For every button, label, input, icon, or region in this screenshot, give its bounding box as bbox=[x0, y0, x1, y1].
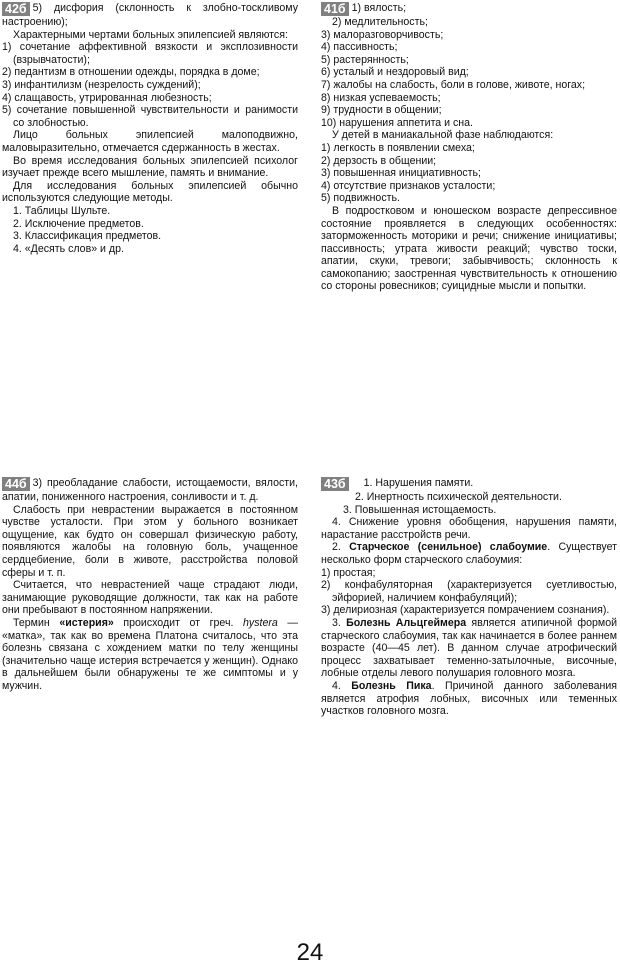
hysteria-paragraph bbox=[2, 617, 298, 693]
card-42b-first-line bbox=[2, 2, 298, 29]
paragraph: Считается, что неврастенией чаще страдают люди, занимающие руководящие должности, так как на работе они пребывают в постоянном напряжении. bbox=[2, 579, 298, 617]
list-item: 3. Повышенная истощаемость. bbox=[343, 503, 497, 516]
card-41b bbox=[321, 2, 617, 293]
card-badge: 43б bbox=[321, 477, 349, 491]
card-badge: 44б bbox=[2, 477, 30, 491]
list-item: 3) малоразговорчивость; bbox=[321, 28, 444, 41]
text-run: 2. bbox=[332, 541, 350, 554]
list-item: 2) медлительность; bbox=[332, 16, 428, 28]
list-item: 3) повышенная инициативность; bbox=[321, 167, 481, 180]
list-item: 5) подвижность. bbox=[321, 192, 400, 205]
list-item: 6) усталый и нездоровый вид; bbox=[321, 66, 469, 79]
list-item: 3) инфантилизм (незрелость суждений); bbox=[2, 78, 201, 91]
list-item: 5) дисфория (склонность к злобно-тоскливому настроению); bbox=[2, 2, 298, 28]
list-item: 1) легкость в появлении смеха; bbox=[321, 141, 475, 154]
card-43b-first-line bbox=[321, 477, 617, 491]
paragraph: Во время исследования больных эпилепсией психолог изучает прежде всего мышление, память и внимание. bbox=[2, 154, 298, 180]
text-run: . Существует несколько форм старческого слабоумия: bbox=[321, 541, 617, 566]
list-item: 2. Инертность психической деятельности. bbox=[355, 491, 562, 503]
list-item: 1. Нарушения памяти. bbox=[363, 477, 474, 489]
text-run: . Причиной данного заболевания является атрофия лобных, височных или теменных участков головного мозга. bbox=[321, 679, 618, 718]
list-item: 5) сочетание повышенной чувствительности и ранимости со злобностью. bbox=[2, 104, 298, 129]
list-item: 1) простая; bbox=[321, 566, 376, 579]
list-item: 4) отсутствие признаков усталости; bbox=[321, 179, 496, 192]
list-item: 4. Снижение уровня обобщения, нарушения памяти, нарастание расстройств речи. bbox=[321, 516, 617, 541]
card-41b-first-line bbox=[321, 2, 617, 16]
paragraph: Слабость при неврастении выражается в постоянном чувстве усталости. При этом у больного возникает ощущение, как будто он совершал физическую работу, появляются жалобы на головную боль, учащенное сердцебиение, боли в животе, расстройства половой сферы и т. п. bbox=[2, 503, 298, 579]
card-44b-first-line bbox=[2, 477, 298, 504]
list-item: 4) слащавость, утрированная любезность; bbox=[2, 91, 212, 104]
card-43b bbox=[321, 477, 617, 718]
list-item: 2) педантизм в отношении одежды, порядка в доме; bbox=[2, 66, 260, 79]
card-badge: 42б bbox=[2, 2, 30, 16]
greek-word: hystera bbox=[243, 616, 278, 629]
term-hysteria: «истерия» bbox=[59, 616, 114, 629]
method-item: 2. Исключение предметов. bbox=[13, 217, 144, 230]
text-run: Термин bbox=[13, 616, 60, 629]
text-run: происходит от греч. bbox=[113, 616, 244, 629]
list-item: 2) конфабуляторная (характеризуется суетливостью, эйфорией, наличием конфабуляций); bbox=[321, 579, 617, 604]
page-number: 24 bbox=[296, 939, 324, 966]
list-item: 3) делириозная (характеризуется помрачением сознания). bbox=[321, 604, 610, 617]
term-senile-dementia: Старческое (сенильное) слабоумие bbox=[349, 541, 548, 554]
text-run: является атипичной формой старческого слабоумия, так как начинается в более раннем возрасте (40—45 лет). В данном случае атрофический процесс захватывает теменно-затылочные, височные, лобные отделы левого полушария головного мозга. bbox=[321, 616, 618, 680]
card-badge: 41б bbox=[321, 2, 349, 16]
method-item: 1. Таблицы Шульте. bbox=[13, 204, 111, 217]
method-item: 4. «Десять слов» и др. bbox=[13, 242, 124, 255]
list-item: 8) низкая успеваемость; bbox=[321, 91, 441, 104]
list-item: 7) жалобы на слабость, боли в голове, животе, ногах; bbox=[321, 78, 586, 91]
list-item: 9) трудности в общении; bbox=[321, 104, 442, 117]
list-item: 10) нарушения аппетита и сна. bbox=[321, 116, 473, 129]
text-run: 4. bbox=[332, 679, 352, 692]
list-item: 2) дерзость в общении; bbox=[321, 154, 437, 167]
senile-paragraph bbox=[321, 541, 617, 566]
alzheimer-paragraph bbox=[321, 617, 617, 680]
list-item: 3) преобладание слабости, истощаемости, вялости, апатии, пониженного настроения, сонливости и т. д. bbox=[2, 477, 298, 503]
term-pick-disease: Болезнь Пика bbox=[351, 679, 432, 692]
text-run: — «матка», так как во времена Платона считалось, что эта болезнь связана с хождением матки по телу женщины (значительно чаще истерия встречается у женщин). Однако в дальнейшем были обнаружены те же симптомы и у мужчин. bbox=[2, 616, 298, 692]
card-44b bbox=[2, 477, 298, 693]
paragraph: Лицо больных эпилепсией малоподвижно, маловыразительно, отмечается сдержанность в жестах. bbox=[2, 129, 298, 154]
pick-paragraph bbox=[321, 680, 617, 718]
list-item: 1) сочетание аффективной вязкости и эксплозивности (взрывчатости); bbox=[2, 41, 298, 66]
text-run: 3. bbox=[332, 616, 347, 629]
term-alzheimer: Болезнь Альцгеймера bbox=[346, 616, 467, 629]
list-item: 1) вялость; bbox=[351, 2, 407, 14]
intro-text: Характерными чертами больных эпилепсией являются: bbox=[13, 28, 288, 41]
list-item: 4) пассивность; bbox=[321, 41, 398, 54]
list-item: 5) растерянность; bbox=[321, 53, 409, 66]
paragraph: В подростковом и юношеском возрасте депрессивное состояние проявляется в следующих особенностях: заторможенность моторики и речи; снижение инициативы; пассивность; утрата живости реакций; чувство тоски, апатии, скуки, тревоги; забывчивость; склонность к самокопанию; заостренная чувствительность к отношению со стороны ровесников; суицидные мысли и попытки. bbox=[321, 204, 617, 293]
card-42b bbox=[2, 2, 298, 255]
manic-intro: У детей в маниакальной фазе наблюдаются: bbox=[332, 129, 554, 142]
method-item: 3. Классификация предметов. bbox=[13, 230, 162, 243]
paragraph: Для исследования больных эпилепсией обычно используются следующие методы. bbox=[2, 179, 298, 205]
